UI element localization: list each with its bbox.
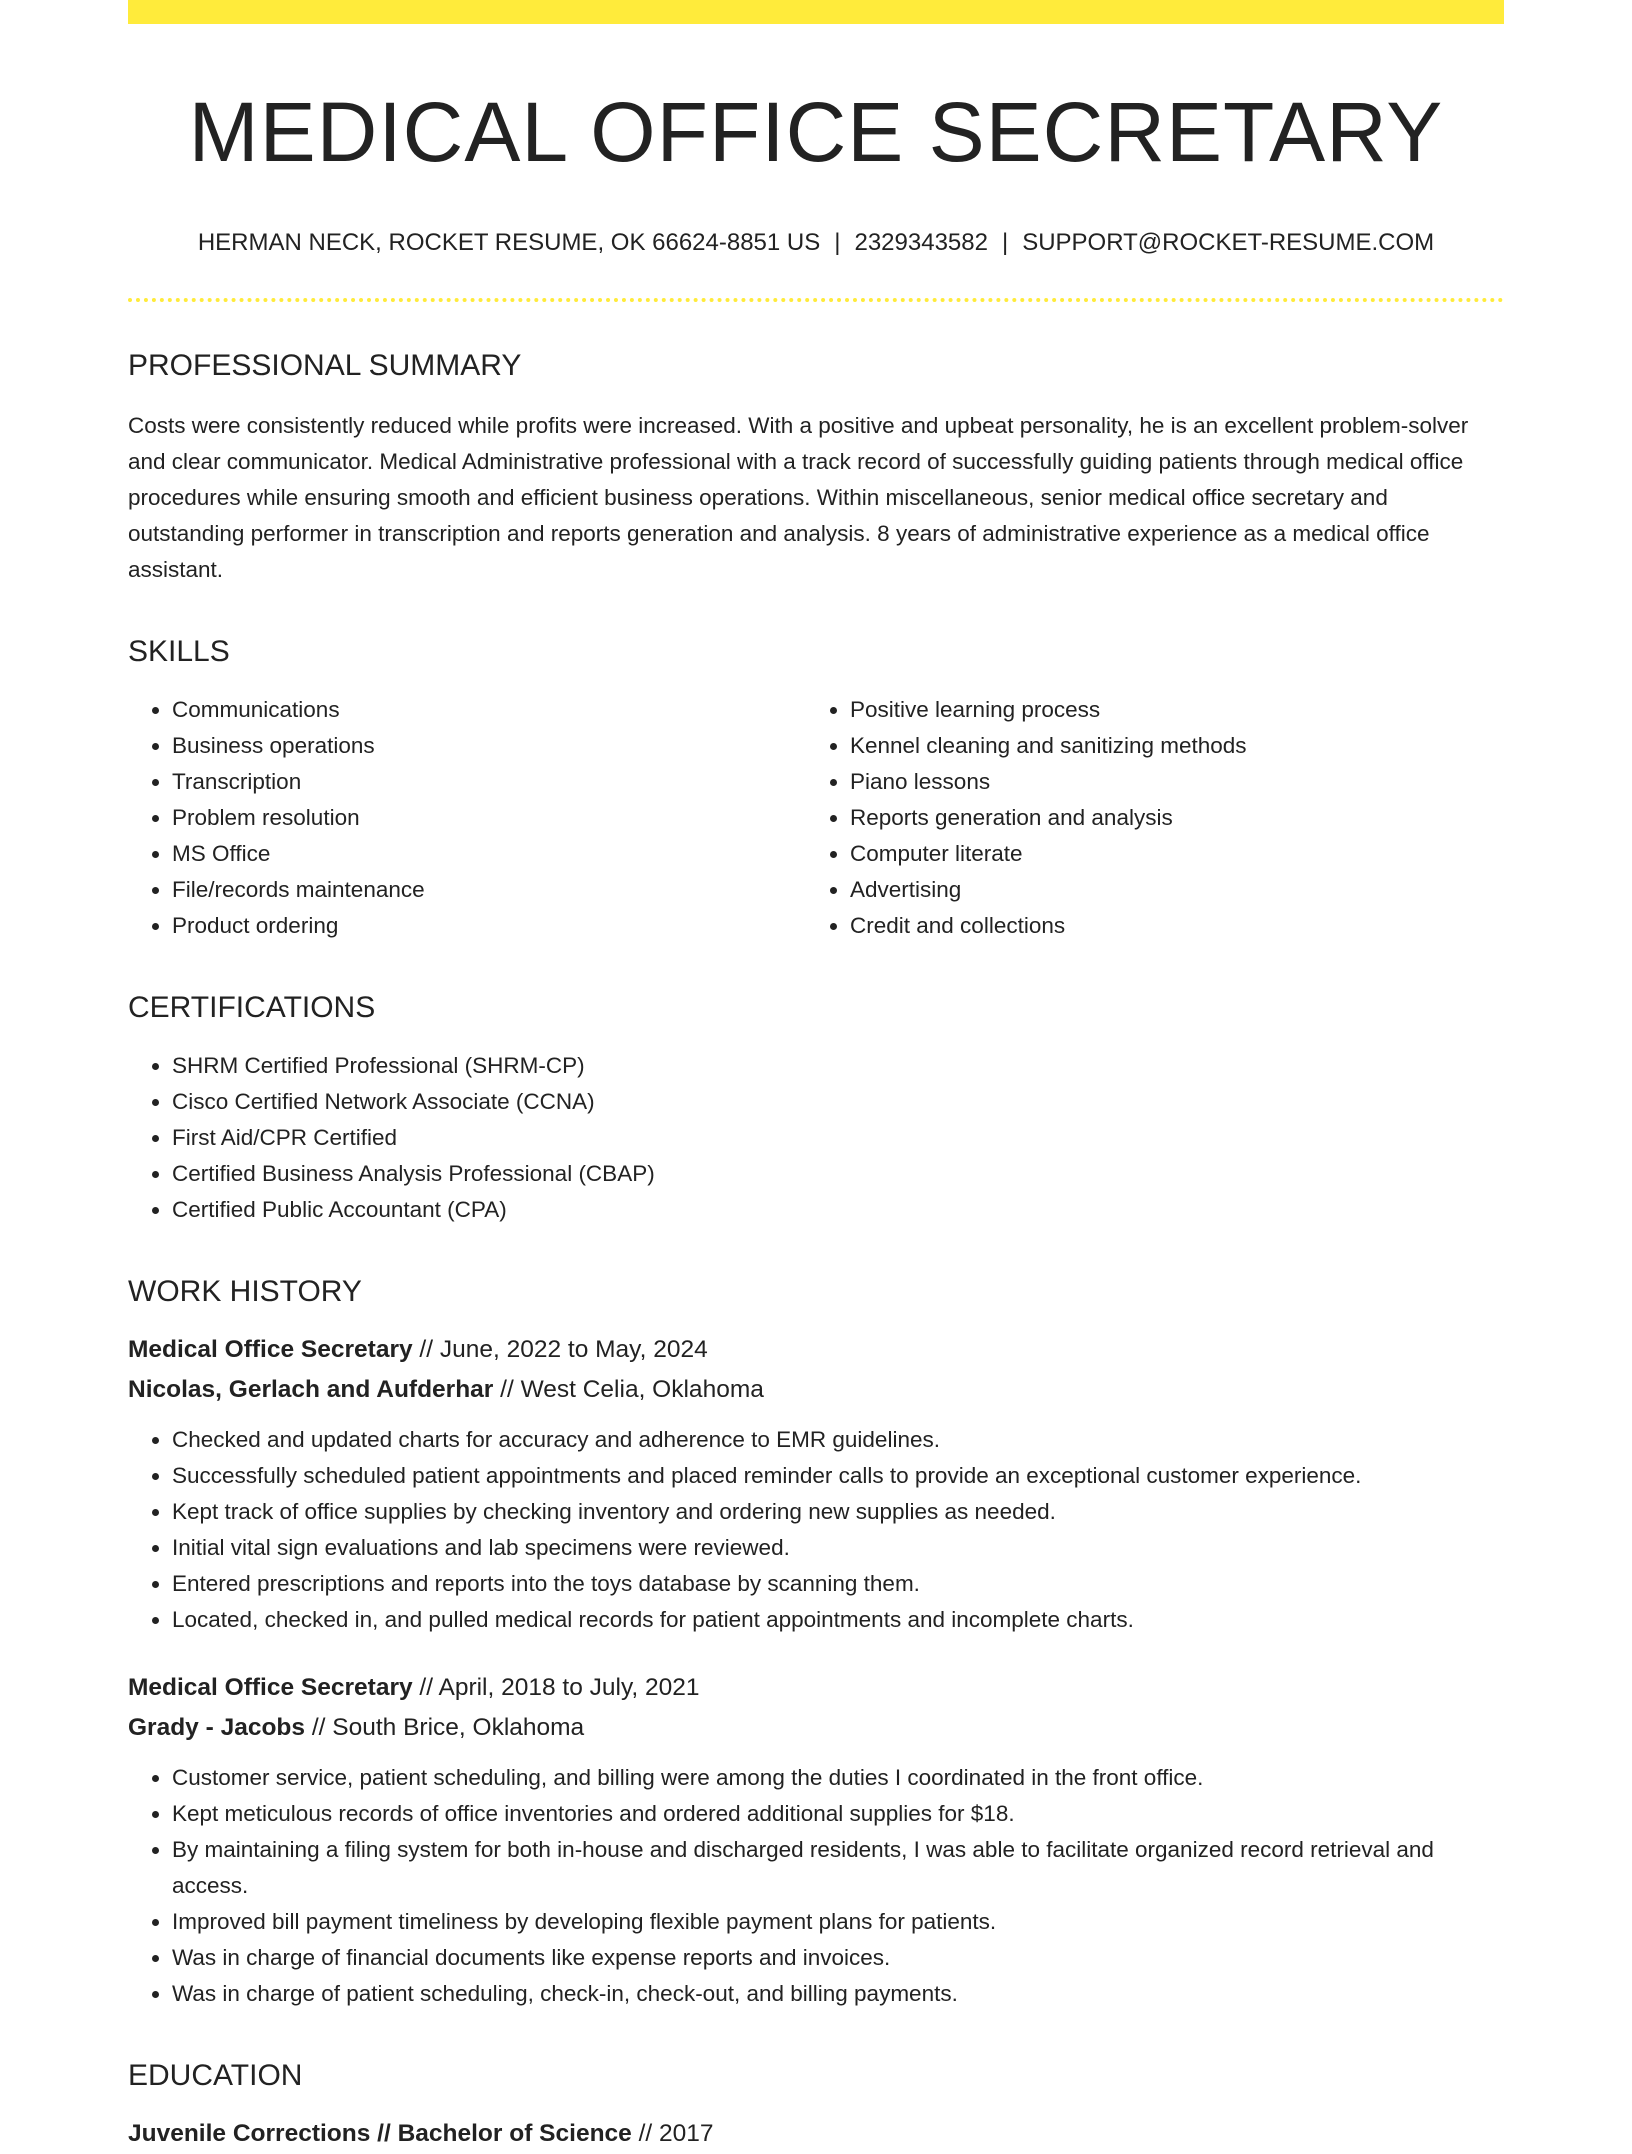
job-duty: • Initial vital sign evaluations and lab specimens were reviewed.: [172, 1530, 1504, 1566]
job-duties-list: [128, 1422, 1504, 1638]
skill-item: • Business operations: [172, 728, 806, 764]
summary-text: Costs were consistently reduced while profits were increased. With a positive and upbeat personality, he is an excellent problem-solver and clear communicator. Medical Administrative professional with a track record of successfully guiding patients through medical office procedures while ensuring smooth and efficient business operations. Within miscellaneous, senior medical office secretary and outstanding performer in transcription and reports generation and analysis. 8 years of administrative experience as a medical office assistant.: [128, 412, 1469, 582]
job-location: // South Brice, Oklahoma: [305, 1713, 585, 1741]
job-title-line: [128, 1668, 1504, 1708]
job-duty: • Checked and updated charts for accuracy and adherence to EMR guidelines.: [172, 1422, 1504, 1458]
resume-page: [128, 0, 1504, 2154]
contact-separator: |: [834, 228, 841, 256]
job-duty: • Was in charge of financial documents like expense reports and invoices.: [172, 1940, 1504, 1976]
skills-columns: [128, 692, 1504, 944]
top-accent-bar: [128, 0, 1504, 24]
summary-heading: PROFESSIONAL SUMMARY: [128, 348, 522, 382]
contact-phone: 2329343582: [854, 228, 988, 256]
skill-item: • File/records maintenance: [172, 872, 806, 908]
skill-item: • Problem resolution: [172, 800, 806, 836]
certification-item: • Certified Public Accountant (CPA): [172, 1192, 1504, 1228]
job-dates: // June, 2022 to May, 2024: [412, 1335, 708, 1363]
job-duty: • Kept track of office supplies by checking inventory and ordering new supplies as needed.: [172, 1494, 1504, 1530]
skill-item: • Product ordering: [172, 908, 806, 944]
job-location: // West Celia, Oklahoma: [493, 1375, 764, 1403]
certification-item: • First Aid/CPR Certified: [172, 1120, 1504, 1156]
skill-item: • Transcription: [172, 764, 806, 800]
job-title-line: [128, 1330, 1504, 1370]
certification-item: • SHRM Certified Professional (SHRM-CP): [172, 1048, 1504, 1084]
job-duty: • Was in charge of patient scheduling, check-in, check-out, and billing payments.: [172, 1976, 1504, 2012]
resume-title: MEDICAL OFFICE SECRETARY: [188, 85, 1444, 179]
job-company-line: [128, 1370, 1504, 1410]
contact-line: [128, 229, 1504, 258]
skill-item: • Advertising: [850, 872, 1484, 908]
skill-item: • Credit and collections: [850, 908, 1484, 944]
job-duties-list: [128, 1760, 1504, 2012]
job-duty: • By maintaining a filing system for both in-house and discharged residents, I was able to facilitate organized record retrieval and access.: [172, 1832, 1504, 1904]
job-entry: [128, 1668, 1504, 2012]
skill-item: • Computer literate: [850, 836, 1484, 872]
certifications-heading: CERTIFICATIONS: [128, 990, 376, 1024]
job-entry: [128, 1330, 1504, 1638]
education-school: Juvenile Corrections // Bachelor of Science: [128, 2119, 632, 2147]
job-title: Medical Office Secretary: [128, 1673, 413, 1701]
job-company-line: [128, 1708, 1504, 1748]
job-duty: • Customer service, patient scheduling, and billing were among the duties I coordinated in the front office.: [172, 1760, 1504, 1796]
job-duty: • Successfully scheduled patient appointments and placed reminder calls to provide an exceptional customer experience.: [172, 1458, 1504, 1494]
education-entry: [128, 2114, 1504, 2154]
certification-item: • Certified Business Analysis Professional (CBAP): [172, 1156, 1504, 1192]
skill-item: • Positive learning process: [850, 692, 1484, 728]
skill-item: • Communications: [172, 692, 806, 728]
job-duty: • Located, checked in, and pulled medical records for patient appointments and incomplete charts.: [172, 1602, 1504, 1638]
skill-item: • Piano lessons: [850, 764, 1484, 800]
certifications-list: [128, 1048, 1504, 1228]
education-heading: EDUCATION: [128, 2058, 303, 2092]
skills-list-left: [128, 692, 806, 944]
contact-email: SUPPORT@ROCKET-RESUME.COM: [1022, 228, 1435, 256]
job-dates: // April, 2018 to July, 2021: [412, 1673, 700, 1701]
skill-item: • MS Office: [172, 836, 806, 872]
job-company: Grady - Jacobs: [128, 1713, 306, 1741]
skill-item: • Reports generation and analysis: [850, 800, 1484, 836]
skills-list-right: [806, 692, 1484, 944]
contact-address: HERMAN NECK, ROCKET RESUME, OK 66624-8851 US: [197, 228, 821, 256]
job-title: Medical Office Secretary: [128, 1335, 413, 1363]
work-history-heading: WORK HISTORY: [128, 1274, 362, 1308]
skill-item: • Kennel cleaning and sanitizing methods: [850, 728, 1484, 764]
dotted-divider: [128, 298, 1504, 302]
certification-item: • Cisco Certified Network Associate (CCNA): [172, 1084, 1504, 1120]
job-duty: • Kept meticulous records of office inventories and ordered additional supplies for $18.: [172, 1796, 1504, 1832]
job-duty: • Improved bill payment timeliness by developing flexible payment plans for patients.: [172, 1904, 1504, 1940]
contact-separator: |: [1001, 228, 1009, 256]
education-year: // 2017: [631, 2119, 714, 2147]
skills-heading: SKILLS: [128, 634, 230, 668]
job-duty: • Entered prescriptions and reports into the toys database by scanning them.: [172, 1566, 1504, 1602]
job-company: Nicolas, Gerlach and Aufderhar: [128, 1375, 494, 1403]
